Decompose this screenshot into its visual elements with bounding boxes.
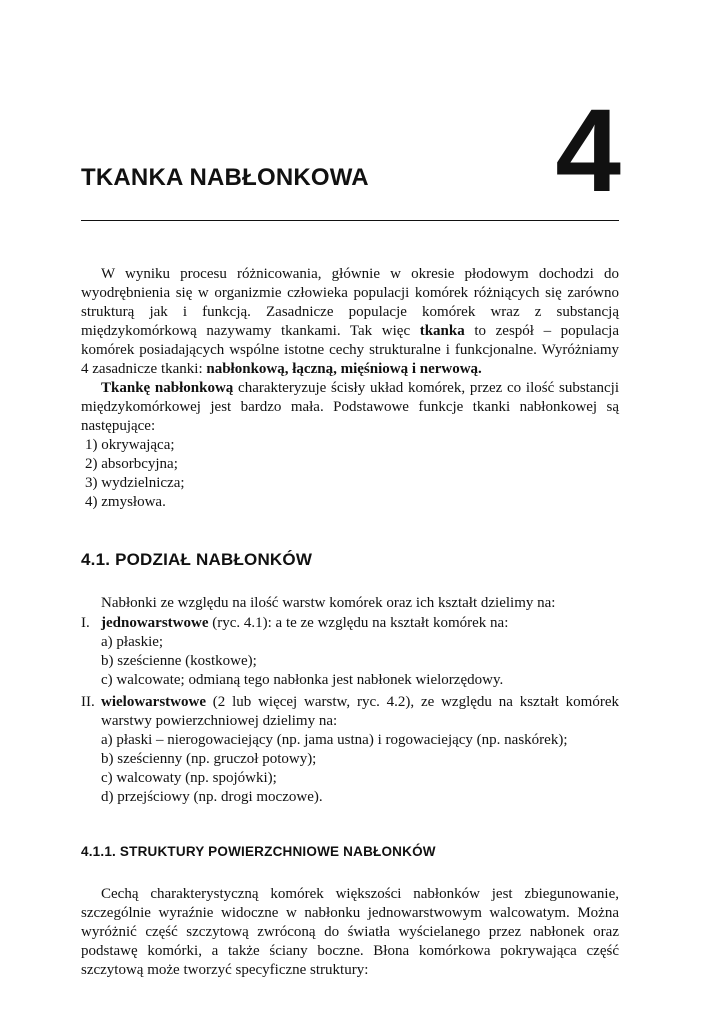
list-item: c) walcowate; odmianą tego nabłonka jest nabłonek wielorzędowy. [101, 672, 504, 688]
body-text [81, 265, 619, 980]
list-item: 3) wydzielnicza; [85, 475, 185, 491]
group-label: II. [81, 694, 95, 710]
classification-group-2 [81, 693, 619, 731]
group-label: I. [81, 615, 90, 631]
chapter-number: 4 [555, 85, 619, 217]
tissue-types: nabłonkową, łączną, mięśniową i nerwową. [206, 361, 482, 377]
epithelium-paragraph [81, 379, 619, 436]
list-item: 2) absorbcyjna; [85, 456, 178, 472]
chapter-title: TKANKA NABŁONKOWA [81, 164, 369, 191]
term-epithelium: Tkankę nabłonkową [101, 380, 234, 396]
intro-paragraph [81, 265, 619, 379]
intro-text-1: W wyniku procesu różnicowania, głównie w okresie płodowym dochodzi do wyodrębnienia się w organizmie człowieka populacji komórek różniących się zarówno strukturą jak i funkcją. Zasadnicze populacje komórek wraz z substancją międzykomórkową nazywamy tkankami. Tak więc [81, 266, 619, 339]
list-item: 1) okrywająca; [85, 437, 175, 453]
list-item: 4) zmysłowa. [85, 494, 166, 510]
section-heading-4-1: 4.1. PODZIAŁ NABŁONKÓW [81, 550, 313, 569]
group-description: (ryc. 4.1): a te ze względu na kształt komórek na: [208, 615, 509, 631]
group-text [101, 693, 619, 731]
section-heading-4-1-1: 4.1.1. STRUKTURY POWIERZCHNIOWE NABŁONKÓW [81, 844, 436, 859]
chapter-divider [81, 220, 619, 221]
classification-lead: Nabłonki ze względu na ilość warstw komórek oraz ich kształt dzielimy na: [101, 595, 556, 611]
list-item: a) płaskie; [101, 634, 164, 650]
intro-text-2: to zespół – populacja komórek posiadających wspólne istotne cechy strukturalne i funkcjonalne. Wyróżniamy 4 zasadnicze tkanki: [81, 323, 619, 377]
list-item: a) płaski – nierogowaciejący (np. jama ustna) i rogowaciejący (np. naskórek); [101, 732, 568, 748]
list-item: b) sześcienny (np. gruczoł potowy); [101, 751, 317, 767]
function-list [81, 436, 619, 512]
term-wielowarstwowe: wielowarstwowe [101, 694, 206, 710]
term-jednowarstwowe: jednowarstwowe [101, 615, 209, 631]
group-description: (2 lub więcej warstw, ryc. 4.2), ze względu na kształt komórek warstwy powierzchniowej dzielimy na: [101, 694, 619, 729]
epithelium-text: charakteryzuje ścisły układ komórek, przez co ilość substancji międzykomórkowej jest bardzo mała. Podstawowe funkcje tkanki nabłonkowej są następujące: [81, 380, 619, 434]
list-item: b) sześcienne (kostkowe); [101, 653, 257, 669]
term-tkanka: tkanka [419, 323, 465, 339]
list-item: c) walcowaty (np. spojówki); [101, 770, 277, 786]
classification-group-1 [81, 614, 619, 633]
list-item: d) przejściowy (np. drogi moczowe). [101, 789, 323, 805]
group-text [101, 614, 619, 633]
page [81, 0, 619, 1024]
surface-structures-paragraph: Cechą charakterystyczną komórek większości nabłonków jest zbiegunowanie, szczególnie wyraźnie widoczne w nabłonku jednowarstwowym walcowatym. Można wyróżnić część szczytową zwróconą do światła wyścielanego przez nabłonek oraz podstawę komórki, a także ściany boczne. Błona komórkowa pokrywająca część szczytową może tworzyć specyficzne struktury: [81, 886, 619, 978]
